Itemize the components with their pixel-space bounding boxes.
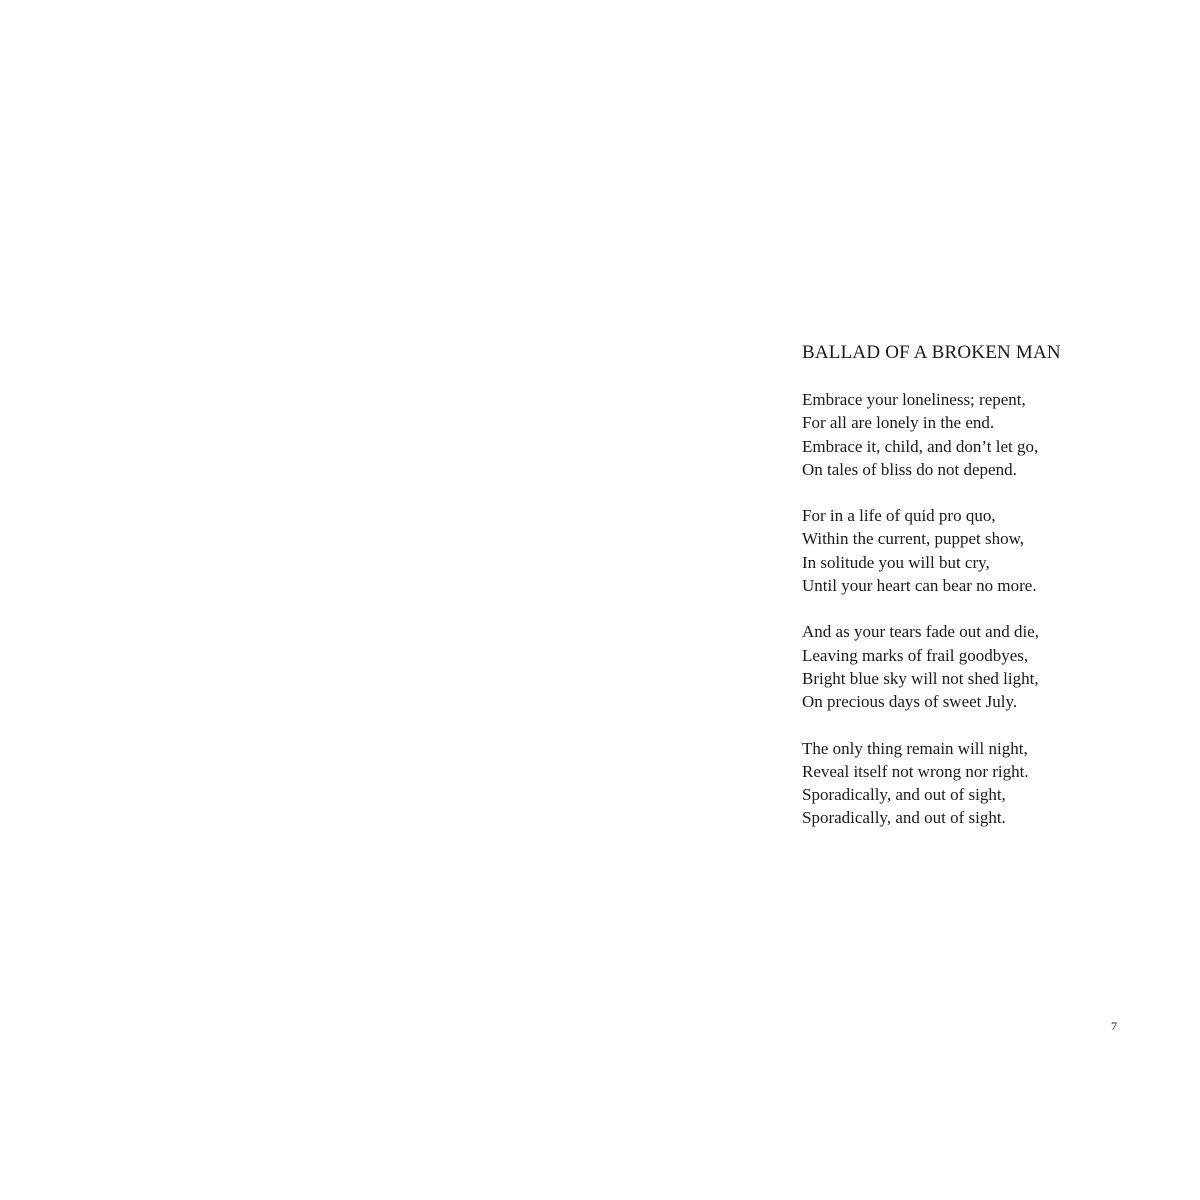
poem-line: Until your heart can bear no more. xyxy=(802,576,1037,596)
poem-line: For in a life of quid pro quo, xyxy=(802,506,996,526)
poem-line: Sporadically, and out of sight. xyxy=(802,808,1006,828)
poem-line: Embrace your loneliness; repent, xyxy=(802,390,1026,409)
stanza-4 xyxy=(802,737,1162,830)
poem-line: Within the current, puppet show, xyxy=(802,529,1024,549)
poem-line: And as your tears fade out and die, xyxy=(802,622,1039,642)
poem-line: Reveal itself not wrong nor right. xyxy=(802,761,1029,781)
poem-line: Embrace it, child, and don’t let go, xyxy=(802,436,1039,456)
poem-line: Leaving marks of frail goodbyes, xyxy=(802,645,1029,665)
stanza-3 xyxy=(802,620,1162,713)
poem-title: BALLAD OF A BROKEN MAN xyxy=(802,342,1061,363)
poem-line: On tales of bliss do not depend. xyxy=(802,459,1017,479)
stanza-1 xyxy=(802,388,1162,481)
stanza-2 xyxy=(802,504,1162,597)
poem-line: On precious days of sweet July. xyxy=(802,692,1018,712)
poem-line: In solitude you will but cry, xyxy=(802,552,990,572)
poem-line: Bright blue sky will not shed light, xyxy=(802,668,1039,688)
poem-line: The only thing remain will night, xyxy=(802,738,1028,758)
poem-line: Sporadically, and out of sight, xyxy=(802,785,1006,805)
poem-line: For all are lonely in the end. xyxy=(802,413,995,433)
poem xyxy=(802,340,1162,853)
page-number: 7 xyxy=(1111,1019,1117,1033)
